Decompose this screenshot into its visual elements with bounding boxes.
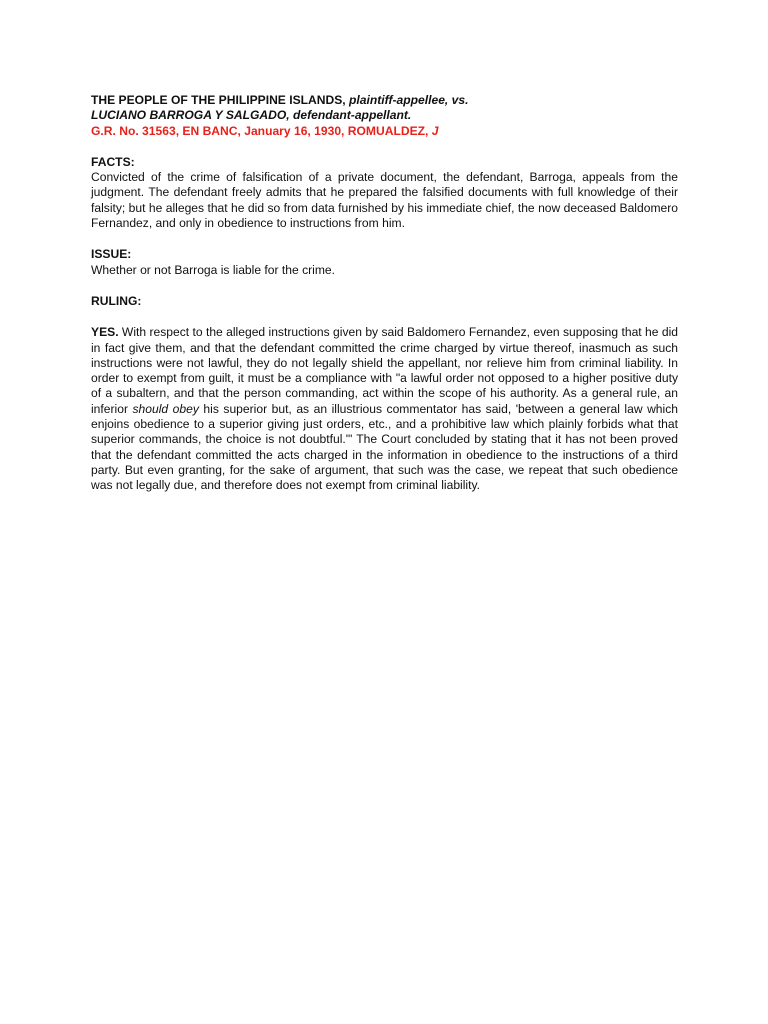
- case-title-line: [91, 93, 678, 108]
- facts-heading: FACTS:: [91, 154, 135, 169]
- issue-text: Whether or not Barroga is liable for the crime.: [91, 262, 335, 277]
- case-defendant-line: [91, 108, 678, 123]
- case-citation-justice: J: [431, 123, 439, 138]
- ruling-text-part1: With respect to the alleged instructions given by said Baldomero Fernandez, even supposing that he did in fact give them, and that the defendant committed the crime charged by virtue thereof, inasmuch as such instructions were not lawful, they do not legally shield the appellant, nor relieve him from criminal liability. In order to exempt from guilt, it must be a compliance with "a lawful order not opposed to a higher positive duty of a subaltern, and that the person commanding, act within the scope of his authority. As a general rule, an inferior: [91, 325, 678, 416]
- ruling-text: [91, 325, 678, 493]
- ruling-heading: RULING:: [91, 293, 142, 308]
- document-page: [91, 93, 678, 494]
- facts-text: Convicted of the crime of falsification of a private document, the defendant, Barroga, appeals from the judgment. The defendant freely admits that he prepared the falsified documents with full knowledge of their falsity; but he alleges that he did so from data furnished by his immediate chief, the now deceased Baldomero Fernandez, and only in obedience to instructions from him.: [91, 170, 678, 231]
- case-defendant: LUCIANO BARROGA Y SALGADO, defendant-appellant.: [91, 108, 412, 123]
- ruling-text-emphasis: should obey: [132, 401, 199, 416]
- case-plaintiff-role: plaintiff-appellee, vs.: [349, 93, 469, 107]
- case-parties-plaintiff: THE PEOPLE OF THE PHILIPPINE ISLANDS,: [91, 93, 350, 107]
- case-citation: [91, 124, 678, 139]
- issue-heading: ISSUE:: [91, 247, 132, 262]
- case-citation-text: G.R. No. 31563, EN BANC, January 16, 1930, ROMUALDEZ,: [91, 123, 432, 138]
- ruling-text-part2: his superior but, as an illustrious commentator has said, 'between a general law which enjoins obedience to a superior giving just orders, etc., and a prohibitive law which plainly forbids what that superior commands, the choice is not doubtful.'" The Court concluded by stating that it has not been proved that the defendant committed the acts charged in the information in obedience to the instructions of a third party. But even granting, for the sake of argument, that such was the case, we repeat that such obedience was not legally due, and therefore does not exempt from criminal liability.: [91, 401, 678, 493]
- ruling-lead: YES.: [91, 325, 119, 340]
